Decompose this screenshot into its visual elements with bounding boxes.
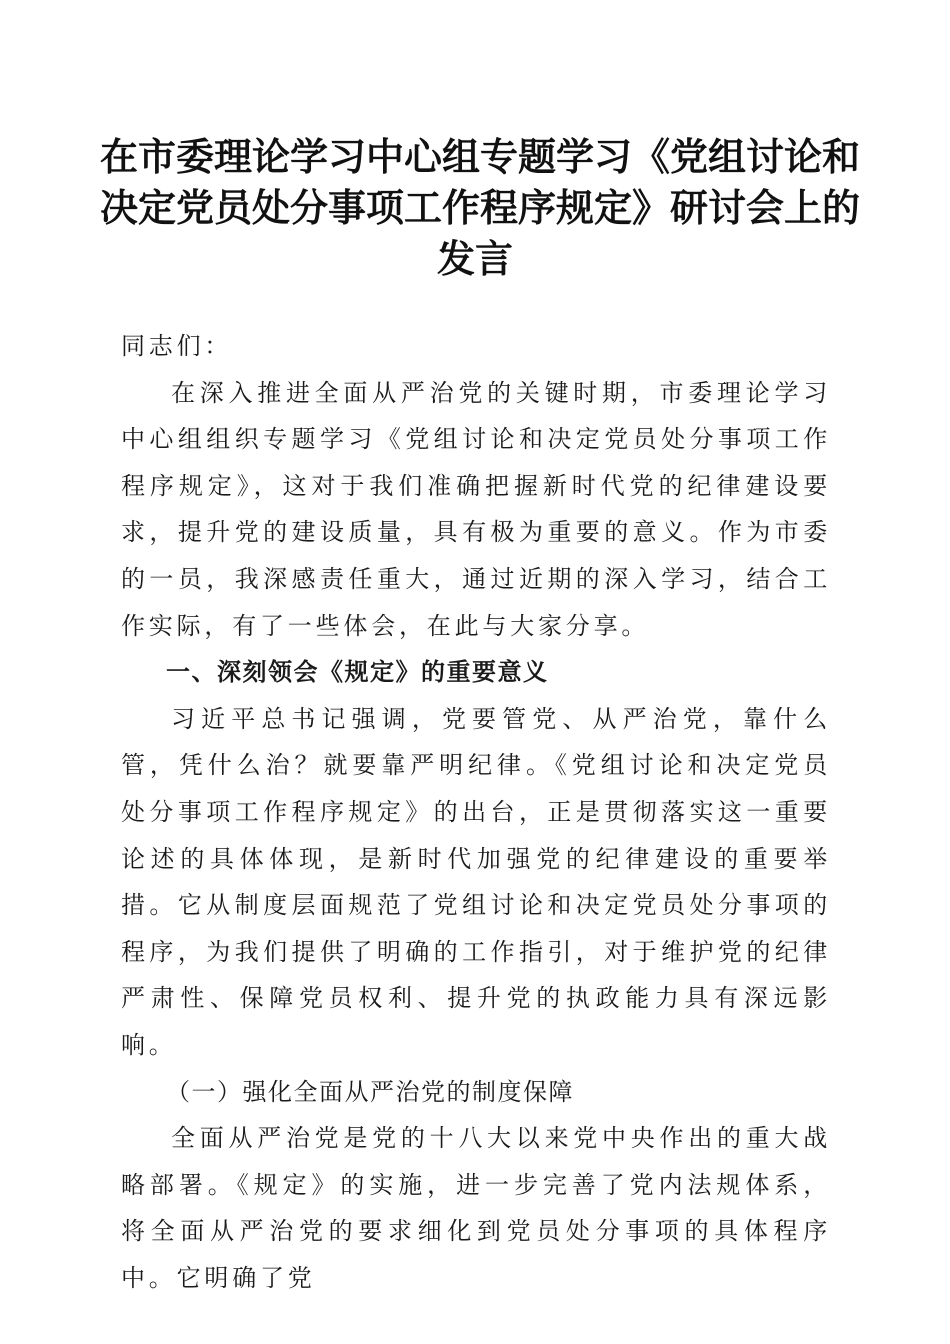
section-1-heading: 一、深刻领会《规定》的重要意义 [166,658,549,687]
section-1-paragraph: 习近平总书记强调，党要管党、从严治党，靠什么管，凭什么治？就要靠严明纪律。《党组讨论和决定党员处分事项工作程序规定》的出台，正是贯彻落实这一重要论述的具体体现，是新时代加强党的纪律建设的重要举措。它从制度层面规范了党组讨论和决定党员处分事项的程序，为我们提供了明确的工作指引，对于维护党的纪律严肃性、保障党员权利、提升党的执政能力具有深远影响。 [121,704,831,1059]
intro-paragraph: 在深入推进全面从严治党的关键时期，市委理论学习中心组组织专题学习《党组讨论和决定党员处分事项工作程序规定》，这对于我们准确把握新时代党的纪律建设要求，提升党的建设质量，具有极为重要的意义。作为市委的一员，我深感责任重大，通过近期的深入学习，结合工作实际，有了一些体会，在此与大家分享。 [121,378,831,640]
document-body [121,323,831,1301]
title-line-2: 决定党员处分事项工作程序规定》研讨会上的 [100,185,861,230]
title-line-1: 在市委理论学习中心组专题学习《党组讨论和 [100,134,861,179]
document-title [100,131,861,284]
subsection-1-paragraph: 全面从严治党是党的十八大以来党中央作出的重大战略部署。《规定》的实施，进一步完善了党内法规体系，将全面从严治党的要求细化到党员处分事项的具体程序中。它明确了党 [121,1124,831,1292]
greeting: 同志们： [121,332,233,360]
subsection-1-heading: （一）强化全面从严治党的制度保障 [166,1077,574,1106]
title-line-3: 发言 [436,236,513,281]
